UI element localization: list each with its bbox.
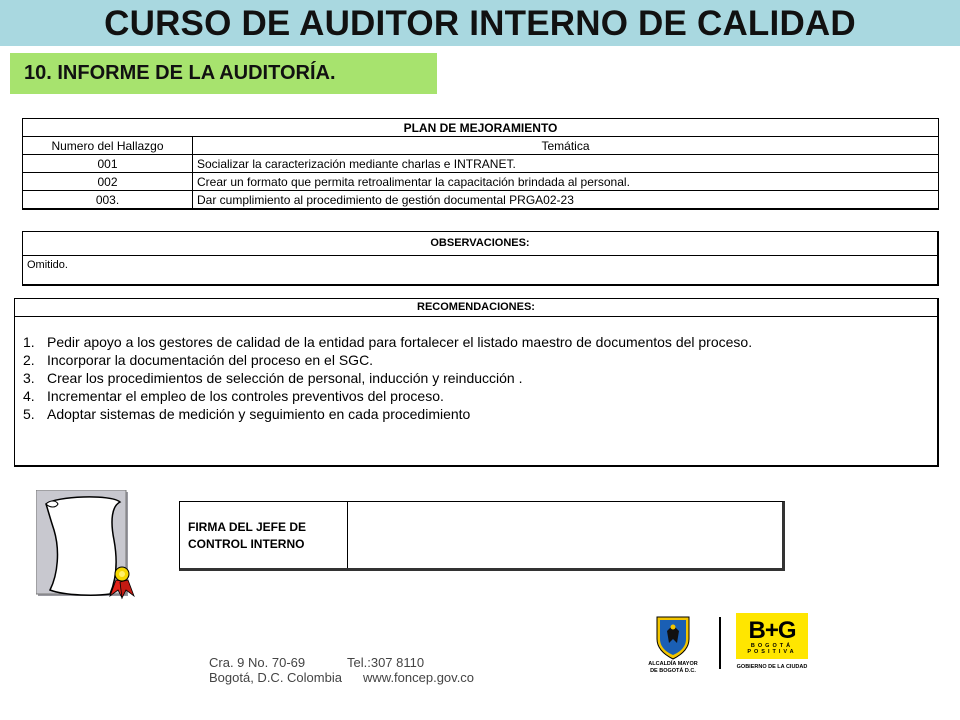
alcaldia-caption: ALCALDÍA MAYOR DE BOGOTÁ D.C. [648,661,698,674]
col-header-number: Numero del Hallazgo [23,137,193,155]
finding-number: 002 [23,173,193,191]
table-row [23,155,939,173]
recommendations-box [14,298,939,467]
footer-address: Cra. 9 No. 70-69 Tel.:307 8110 Bogotá, D.C. Colombia www.foncep.gov.co [209,655,475,685]
logo-sub-text: BOGOTÁ POSITIVA [747,643,797,655]
section-label [10,53,437,94]
bogota-positiva-logo [736,613,808,673]
list-item: 2. Incorporar la documentación del proceso en el SGC. [23,352,374,368]
logo-bottom-text: GOBIERNO DE LA CIUDAD [736,664,808,670]
observations-text: Omitido. [27,259,68,271]
coat-of-arms-icon [635,613,711,661]
diploma-scroll-icon [36,490,136,605]
signature-label: FIRMA DEL JEFE DE CONTROL INTERNO [180,502,348,568]
observations-box [22,231,939,286]
list-item: 3. Crear los procedimientos de selección de personal, inducción y reinducción . [23,370,523,386]
finding-topic: Socializar la caracterización mediante charlas e INTRANET. [193,155,939,173]
alcaldia-logo [635,613,711,673]
finding-number: 001 [23,155,193,173]
improvement-plan-table [22,118,939,210]
signature-field[interactable] [348,502,782,568]
signature-box [179,501,785,571]
observations-title: OBSERVACIONES: [23,232,937,256]
table-row [23,191,939,210]
list-item: 1. Pedir apoyo a los gestores de calidad de la entidad para fortalecer el listado maestro de documentos del proceso. [23,334,753,350]
finding-topic: Crear un formato que permita retroalimentar la capacitación brindada al personal. [193,173,939,191]
section-label-text: 10. INFORME DE LA AUDITORÍA. [24,62,336,84]
list-item: 4. Incrementar el empleo de los controles preventivos del proceso. [23,388,444,404]
list-item: 5. Adoptar sistemas de medición y seguimiento en cada procedimiento [23,406,471,422]
table-row [23,173,939,191]
plan-title: PLAN DE MEJORAMIENTO [23,119,939,137]
recommendations-list [23,333,752,423]
logo-divider [719,617,721,669]
recommendations-title: RECOMENDACIONES: [15,299,937,317]
col-header-topic: Temática [193,137,939,155]
page-title: CURSO DE AUDITOR INTERNO DE CALIDAD [104,4,856,43]
logo-main-text: B+G [748,617,796,644]
finding-number: 003. [23,191,193,210]
finding-topic: Dar cumplimiento al procedimiento de gestión documental PRGA02-23 [193,191,939,210]
